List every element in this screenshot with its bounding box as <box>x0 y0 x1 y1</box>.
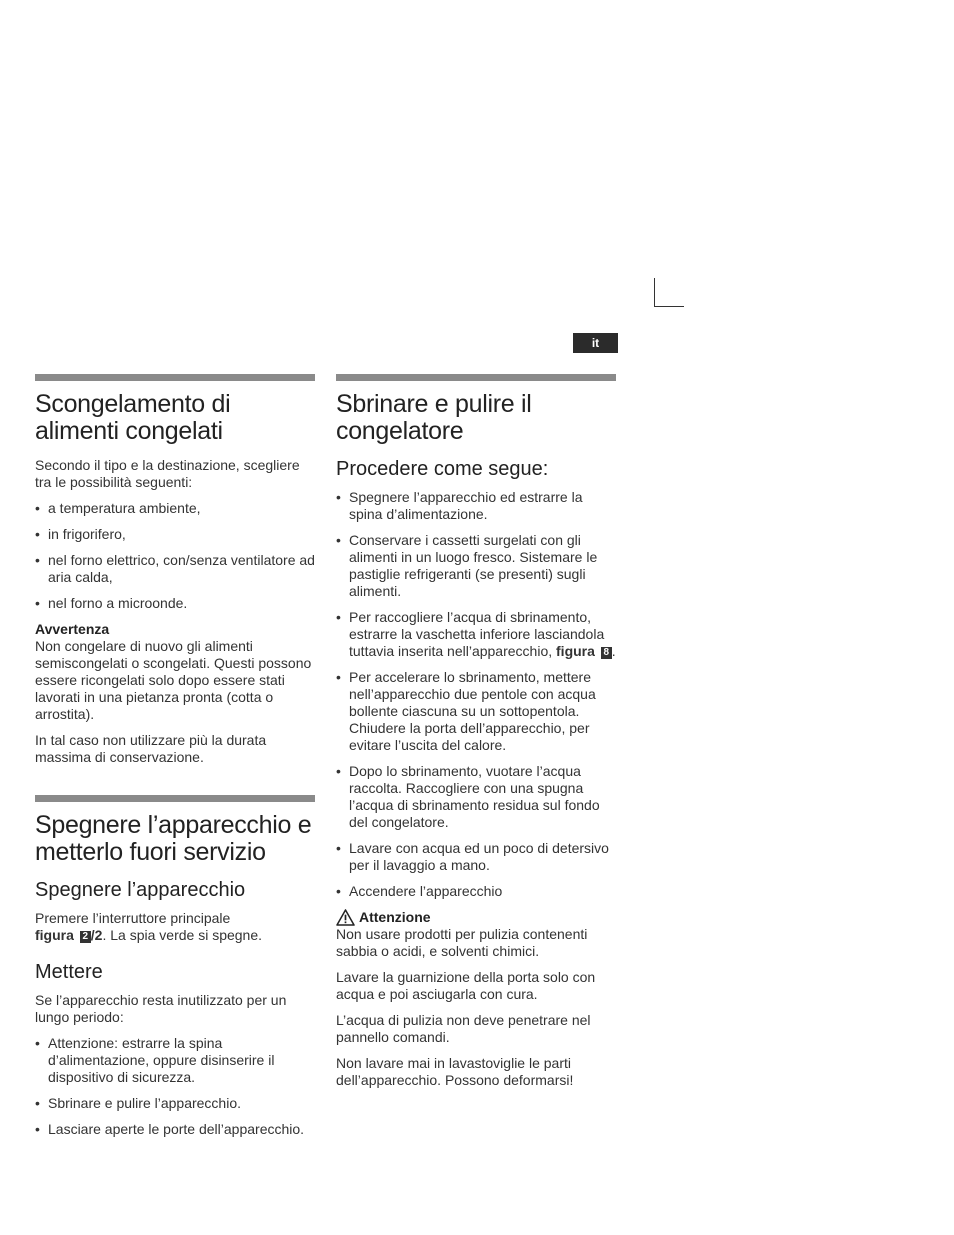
list-item: • Attenzione: estrarre la spina d’alimentazione, oppure disinserire il dispositivo di sicurezza. <box>35 1035 317 1086</box>
list-item: • Lasciare aperte le porte dell’apparecchio. <box>35 1121 317 1138</box>
list-item: • in frigorifero, <box>35 526 317 543</box>
switch-off-text-a: Premere l’interruttore principale <box>35 910 231 926</box>
switch-off-text <box>35 910 317 944</box>
warning-paragraph: Non lavare mai in lavastoviglie le parti dell’apparecchio. Possono deformarsi! <box>336 1055 574 1088</box>
warning-label: Attenzione <box>359 909 431 925</box>
right-column <box>336 374 618 1098</box>
list-item: • Conservare i cassetti surgelati con gli alimenti in un luogo fresco. Sistemare le pastiglie refrigeranti (se presenti) sugli alimenti. <box>336 532 618 600</box>
figure-number-badge: 2 <box>80 931 91 943</box>
warning-triangle-icon <box>336 909 355 926</box>
section-rule <box>336 374 616 381</box>
section-title-switch-off: Spegnere l’apparecchio e metterlo fuori servizio <box>35 811 312 866</box>
subsection-title-switch-off: Spegnere l’apparecchio <box>35 879 246 901</box>
list-item: • Dopo lo sbrinamento, vuotare l’acqua raccolta. Raccogliere con una spugna l’acqua di sbrinamento residua sul fondo del congelatore. <box>336 763 618 831</box>
warning-paragraph: L’acqua di pulizia non deve penetrare nel pannello comandi. <box>336 1012 591 1045</box>
figure-number-badge: 8 <box>601 647 612 659</box>
figure-ref-suffix: /2 <box>90 927 103 943</box>
note-text-2: In tal caso non utilizzare più la durata massima di conservazione. <box>35 732 267 765</box>
thawing-intro: Secondo il tipo e la destinazione, scegliere tra le possibilità seguenti: <box>35 457 300 490</box>
crop-mark <box>654 278 684 307</box>
switch-off-text-b: . La spia verde si spegne. <box>102 927 263 943</box>
list-item: • Lavare con acqua ed un poco di detersivo per il lavaggio a mano. <box>336 840 618 874</box>
section-title-defrost: Sbrinare e pulire il congelatore <box>336 390 532 445</box>
subsection-title-procedure: Procedere come segue: <box>336 458 549 480</box>
warning-paragraph: Lavare la guarnizione della porta solo con acqua e poi asciugarla con cura. <box>336 969 596 1002</box>
section-title-thawing: Scongelamento di alimenti congelati <box>35 390 231 445</box>
subsection-title-mettere: Mettere <box>35 961 103 983</box>
section-rule <box>35 374 315 381</box>
list-item <box>336 609 618 660</box>
note-label: Avvertenza <box>35 621 110 637</box>
procedure-list <box>336 489 618 900</box>
left-column <box>35 374 317 1147</box>
language-badge: it <box>573 333 618 353</box>
warning-heading <box>336 909 618 926</box>
note-text: Non congelare di nuovo gli alimenti semiscongelati o scongelati. Questi possono essere ricongelati solo dopo essere stati lavorati in una pietanza pronta (cotta o arrostita). <box>35 638 312 722</box>
mettere-intro: Se l’apparecchio resta inutilizzato per un lungo periodo: <box>35 992 287 1025</box>
figure-ref-label: figura <box>556 643 595 659</box>
figure-ref-label: figura <box>35 927 74 943</box>
list-item-text: Per raccogliere l’acqua di sbrinamento, estrarre la vaschetta inferiore lasciandola tuttavia inserita nell’apparecchio, <box>349 609 605 659</box>
list-item: • nel forno a microonde. <box>35 595 317 612</box>
mettere-list <box>35 1035 317 1138</box>
list-item: • Accendere l’apparecchio <box>336 883 618 900</box>
thawing-options-list <box>35 500 317 612</box>
section-rule <box>35 795 315 802</box>
list-item: • nel forno elettrico, con/senza ventilatore ad aria calda, <box>35 552 317 586</box>
warning-paragraph: Non usare prodotti per pulizia contenenti sabbia o acidi, e solventi chimici. <box>336 926 588 959</box>
list-item: • Spegnere l’apparecchio ed estrarre la spina d’alimentazione. <box>336 489 618 523</box>
list-item: • Per accelerare lo sbrinamento, mettere nell’apparecchio due pentole con acqua bollente ciascuna su un sottopentola. Chiudere la porta dell’apparecchio, per evitare l’uscita del calore. <box>336 669 618 754</box>
list-item: • Sbrinare e pulire l’apparecchio. <box>35 1095 317 1112</box>
list-item-end: . <box>611 643 616 659</box>
list-item: • a temperatura ambiente, <box>35 500 317 517</box>
